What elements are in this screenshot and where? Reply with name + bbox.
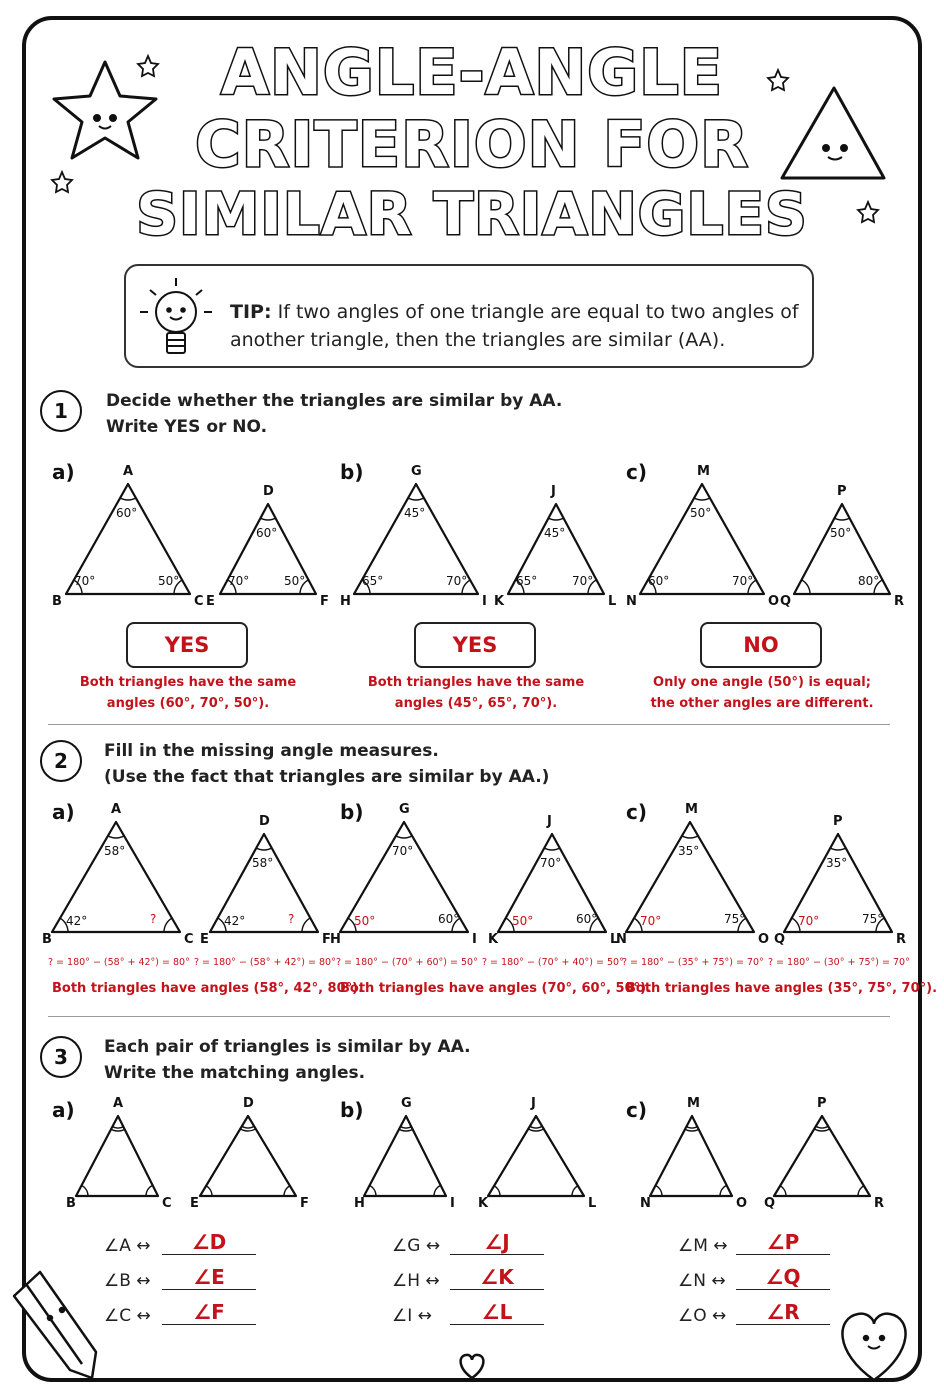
section-2-instr-line-2: (Use the fact that triangles are similar by AA.)	[104, 767, 550, 787]
s2-both-text-1: Both triangles have angles (70°, 60°, 50°).	[340, 981, 652, 996]
s3-vertex-right-1-1: I	[450, 1196, 455, 1211]
s3-vertex-top-1-1: G	[401, 1096, 412, 1111]
title-line-2: CRITERION FOR	[195, 108, 749, 181]
s1-explain-line-2-2: the other angles are different.	[650, 696, 874, 711]
s1-angle-top-2-1: 50°	[690, 506, 712, 520]
s3-match-answer-2-2[interactable]: ∠R	[736, 1300, 830, 1325]
s3-vertex-top-2-1: M	[687, 1096, 700, 1111]
s3-vertex-right-1-2: L	[588, 1196, 597, 1211]
s3-vertex-top-1-2: J	[531, 1096, 536, 1111]
s3-vertex-right-2-1: O	[736, 1196, 748, 1211]
s3-match-left-0-0: ∠A ↔	[104, 1236, 151, 1256]
s1-angle-top-1-1: 45°	[404, 506, 426, 520]
s2-vertex-right-0-1: C	[184, 932, 194, 947]
s3-vertex-right-2-2: R	[874, 1196, 885, 1211]
s3-vertex-top-2-2: P	[817, 1096, 827, 1111]
s3-vertex-top-0-1: A	[113, 1096, 124, 1111]
section-1-instr-line-1: Decide whether the triangles are similar by AA.	[106, 391, 563, 411]
s1-answer-box-2[interactable]: NO	[700, 622, 822, 668]
s2-angle-top-1-1: 70°	[392, 844, 414, 858]
s1-vertex-top-1-2: J	[551, 484, 556, 499]
s2-angle-left-0-1: 42°	[66, 914, 88, 928]
s2-angle-right-1-1: 60°	[438, 912, 460, 926]
s1-vertex-left-2-1: N	[626, 594, 637, 609]
s1-part-label-1: b)	[340, 460, 364, 484]
s1-vertex-right-2-2: R	[894, 594, 905, 609]
s2-formula-1-0: ? = 180° − (58° + 42°) = 80°	[48, 957, 190, 968]
s2-vertex-top-2-1: M	[685, 802, 698, 817]
s1-angle-right-0-2: 50°	[284, 574, 306, 588]
s2-angle-right-1-2: 60°	[576, 912, 598, 926]
s1-angle-left-2-1: 60°	[648, 574, 670, 588]
s2-vertex-right-2-1: O	[758, 932, 770, 947]
s1-vertex-top-2-2: P	[837, 484, 847, 499]
s2-vertex-top-2-2: P	[833, 814, 843, 829]
s3-vertex-right-0-2: F	[300, 1196, 309, 1211]
s2-formula-1-2: ? = 180° − (35° + 75°) = 70°	[622, 957, 764, 968]
s1-vertex-left-1-1: H	[340, 594, 351, 609]
s1-vertex-top-1-1: G	[411, 464, 422, 479]
s2-both-text-2: Both triangles have angles (35°, 75°, 70°).	[626, 981, 938, 996]
s3-match-answer-1-1[interactable]: ∠K	[450, 1265, 544, 1290]
s1-vertex-right-1-2: L	[608, 594, 617, 609]
s1-vertex-top-2-1: M	[697, 464, 710, 479]
s3-match-answer-2-1[interactable]: ∠Q	[736, 1265, 830, 1290]
s2-vertex-top-1-1: G	[399, 802, 410, 817]
s3-vertex-right-0-1: C	[162, 1196, 172, 1211]
s3-part-label-0: a)	[52, 1098, 75, 1122]
s2-angle-left-0-2: 42°	[224, 914, 246, 928]
s1-angle-right-2-1: 70°	[732, 574, 754, 588]
s2-formula-2-0: ? = 180° − (58° + 42°) = 80°	[194, 957, 336, 968]
section-3-number: 3	[40, 1036, 82, 1078]
s2-angle-right-0-1: ?	[150, 912, 157, 926]
s2-formula-2-1: ? = 180° − (70° + 40°) = 50°	[482, 957, 624, 968]
s3-vertex-left-1-2: K	[478, 1196, 489, 1211]
s3-part-label-1: b)	[340, 1098, 364, 1122]
s2-angle-top-0-2: 58°	[252, 856, 274, 870]
divider-1	[48, 724, 890, 725]
title-line-3: SIMILAR TRIANGLES	[136, 180, 808, 248]
section-1-instr-line-2: Write YES or NO.	[106, 417, 268, 437]
s2-angle-top-2-1: 35°	[678, 844, 700, 858]
s3-match-left-1-0: ∠G ↔	[392, 1236, 441, 1256]
section-1-instructions	[106, 388, 562, 440]
s2-both-text-0: Both triangles have angles (58°, 42°, 80°).	[52, 981, 364, 996]
s1-vertex-right-0-1: C	[194, 594, 204, 609]
s2-part-label-1: b)	[340, 800, 364, 824]
s3-match-left-2-1: ∠N ↔	[678, 1271, 726, 1291]
title-line-1: ANGLE-ANGLE	[221, 36, 723, 109]
s1-explain-line-2-0: angles (60°, 70°, 50°).	[106, 696, 270, 711]
s3-match-answer-1-0[interactable]: ∠J	[450, 1230, 544, 1255]
s3-vertex-left-2-1: N	[640, 1196, 651, 1211]
s2-vertex-left-2-2: Q	[774, 932, 786, 947]
s2-angle-left-2-1: 70°	[640, 914, 662, 928]
s3-vertex-left-2-2: Q	[764, 1196, 776, 1211]
s2-vertex-left-0-2: E	[200, 932, 209, 947]
s2-angle-left-2-2: 70°	[798, 914, 820, 928]
section-3-instr-line-1: Each pair of triangles is similar by AA.	[104, 1037, 471, 1057]
tip-line-2: another triangle, then the triangles are similar (AA).	[230, 329, 726, 351]
s1-vertex-top-0-1: A	[123, 464, 134, 479]
s2-angle-top-2-2: 35°	[826, 856, 848, 870]
s2-vertex-top-1-2: J	[547, 814, 552, 829]
s3-match-left-1-2: ∠I ↔	[392, 1306, 432, 1326]
s2-formula-2-2: ? = 180° − (30° + 75°) = 70°	[768, 957, 910, 968]
s1-vertex-right-1-1: I	[482, 594, 487, 609]
s1-vertex-left-2-2: Q	[780, 594, 792, 609]
s3-match-answer-0-1[interactable]: ∠E	[162, 1265, 256, 1290]
s1-explain-line-1-2: Only one angle (50°) is equal;	[653, 675, 871, 690]
s1-answer-box-1[interactable]: YES	[414, 622, 536, 668]
s2-vertex-right-2-2: R	[896, 932, 907, 947]
s1-angle-left-1-1: 65°	[362, 574, 384, 588]
s2-part-label-0: a)	[52, 800, 75, 824]
s3-vertex-left-0-2: E	[190, 1196, 199, 1211]
s3-match-answer-0-0[interactable]: ∠D	[162, 1230, 256, 1255]
section-3-instr-line-2: Write the matching angles.	[104, 1063, 366, 1083]
tip-label: TIP:	[230, 301, 272, 323]
s2-part-label-2: c)	[626, 800, 647, 824]
s2-angle-left-1-1: 50°	[354, 914, 376, 928]
s3-match-left-0-2: ∠C ↔	[104, 1306, 151, 1326]
s1-vertex-left-0-1: B	[52, 594, 62, 609]
s1-explain-line-1-1: Both triangles have the same	[367, 675, 585, 690]
s1-explain-line-2-1: angles (45°, 65°, 70°).	[394, 696, 558, 711]
s2-formula-1-1: ? = 180° − (70° + 60°) = 50°	[336, 957, 478, 968]
section-2-instructions	[104, 738, 549, 790]
s2-vertex-right-1-2: L	[610, 932, 619, 947]
s3-match-answer-0-2[interactable]: ∠F	[162, 1300, 256, 1325]
divider-2	[48, 1016, 890, 1017]
s1-angle-top-0-2: 60°	[256, 526, 278, 540]
s3-match-answer-1-2[interactable]: ∠L	[450, 1300, 544, 1325]
s3-vertex-top-0-2: D	[243, 1096, 254, 1111]
s1-vertex-right-0-2: F	[320, 594, 329, 609]
s3-match-left-1-1: ∠H ↔	[392, 1271, 440, 1291]
s3-vertex-left-1-1: H	[354, 1196, 365, 1211]
s2-angle-right-0-2: ?	[288, 912, 295, 926]
s1-vertex-right-2-1: O	[768, 594, 780, 609]
s1-vertex-left-0-2: E	[206, 594, 215, 609]
section-2-number: 2	[40, 740, 82, 782]
s1-vertex-top-0-2: D	[263, 484, 274, 499]
s2-vertex-top-0-1: A	[111, 802, 122, 817]
s2-angle-top-1-2: 70°	[540, 856, 562, 870]
s3-match-left-2-0: ∠M ↔	[678, 1236, 728, 1256]
s3-match-answer-2-0[interactable]: ∠P	[736, 1230, 830, 1255]
s2-vertex-left-2-1: N	[616, 932, 627, 947]
s3-match-left-0-1: ∠B ↔	[104, 1271, 151, 1291]
s1-angle-left-0-1: 70°	[74, 574, 96, 588]
section-3-instructions	[104, 1034, 471, 1086]
section-2-instr-line-1: Fill in the missing angle measures.	[104, 741, 439, 761]
s1-explain-line-1-0: Both triangles have the same	[79, 675, 297, 690]
s3-vertex-left-0-1: B	[66, 1196, 76, 1211]
s1-angle-right-1-1: 70°	[446, 574, 468, 588]
s2-angle-top-0-1: 58°	[104, 844, 126, 858]
s1-angle-top-0-1: 60°	[116, 506, 138, 520]
s1-angle-top-1-2: 45°	[544, 526, 566, 540]
tip-line-1: If two angles of one triangle are equal to two angles of	[277, 301, 799, 323]
s2-vertex-top-0-2: D	[259, 814, 270, 829]
s2-vertex-left-1-1: H	[330, 932, 341, 947]
s1-part-label-0: a)	[52, 460, 75, 484]
s2-angle-right-2-2: 75°	[862, 912, 884, 926]
s1-angle-right-2-2: 80°	[858, 574, 880, 588]
s2-vertex-right-0-2: F	[322, 932, 331, 947]
section-1-number: 1	[40, 390, 82, 432]
s2-angle-left-1-2: 50°	[512, 914, 534, 928]
tip-text	[230, 298, 800, 354]
s2-angle-right-2-1: 75°	[724, 912, 746, 926]
s1-vertex-left-1-2: K	[494, 594, 505, 609]
s2-vertex-left-1-2: K	[488, 932, 499, 947]
s1-answer-box-0[interactable]: YES	[126, 622, 248, 668]
s3-part-label-2: c)	[626, 1098, 647, 1122]
s2-vertex-left-0-1: B	[42, 932, 52, 947]
s1-angle-left-0-2: 70°	[228, 574, 250, 588]
s1-angle-right-1-2: 70°	[572, 574, 594, 588]
s1-angle-top-2-2: 50°	[830, 526, 852, 540]
s1-angle-right-0-1: 50°	[158, 574, 180, 588]
s1-angle-left-1-2: 65°	[516, 574, 538, 588]
s3-match-left-2-2: ∠O ↔	[678, 1306, 727, 1326]
s1-part-label-2: c)	[626, 460, 647, 484]
s2-vertex-right-1-1: I	[472, 932, 477, 947]
